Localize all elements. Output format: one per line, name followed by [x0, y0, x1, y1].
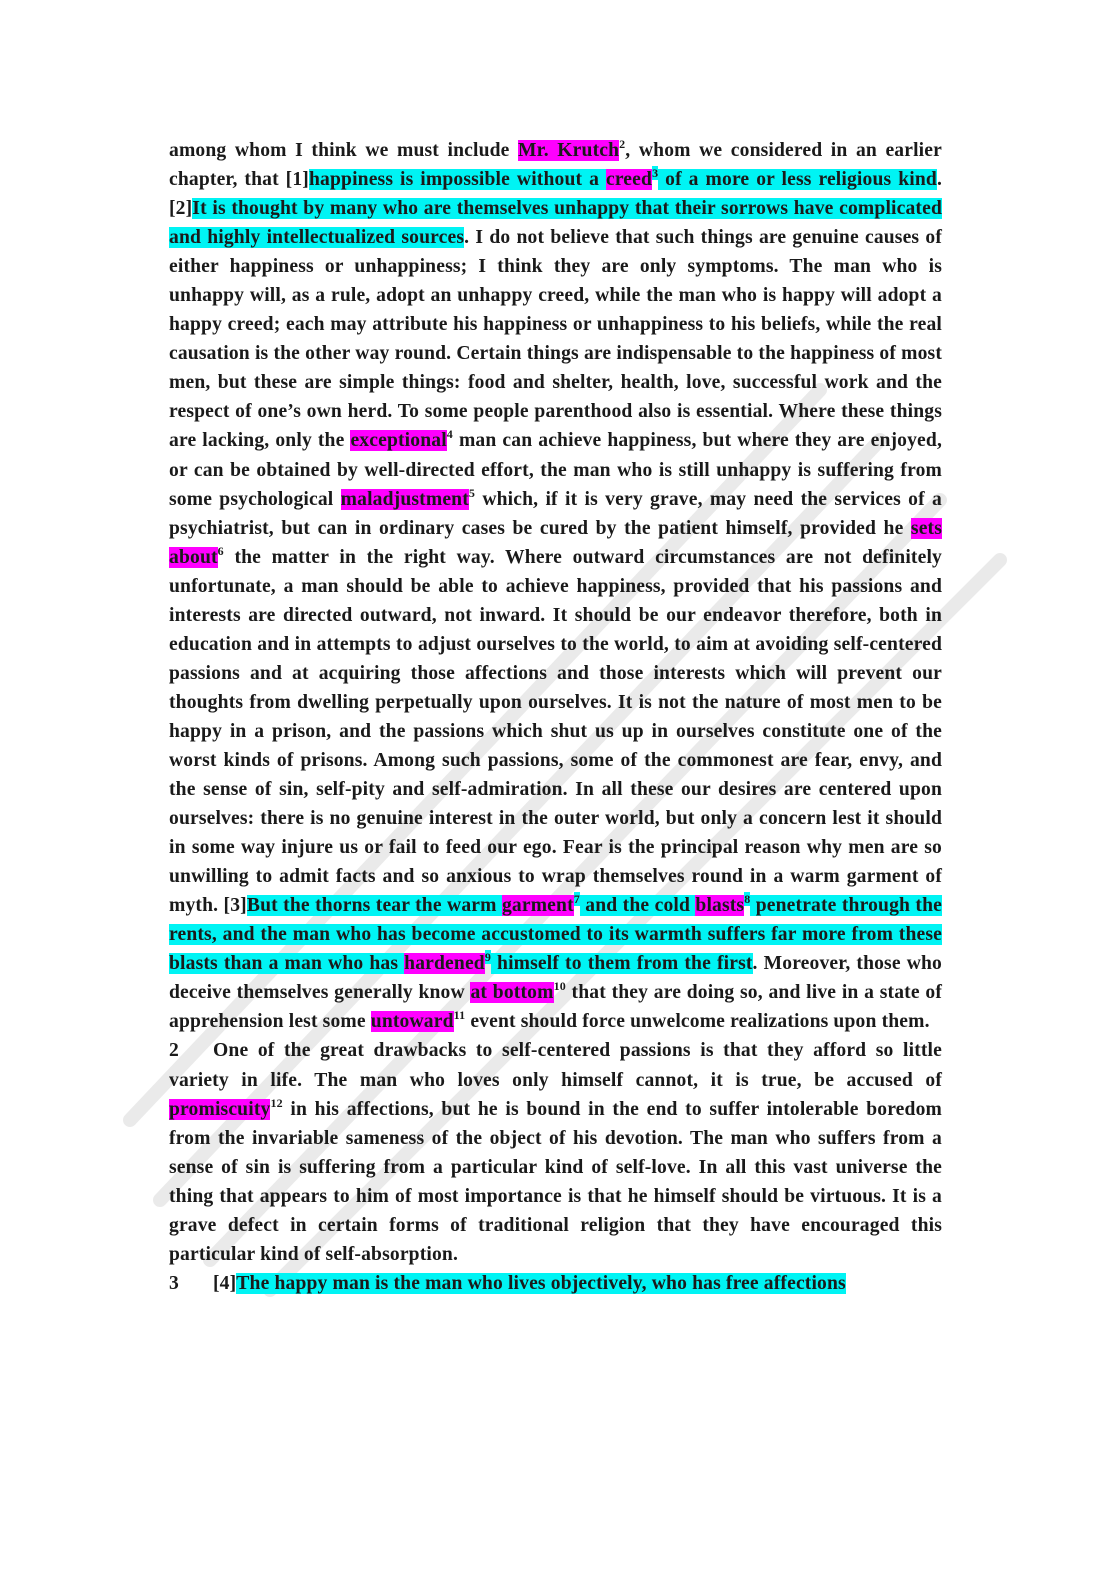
text-run: [4] — [213, 1272, 237, 1294]
vocab-highlight-at-bottom: at bottom — [470, 982, 554, 1004]
vocab-highlight-mr-krutch: Mr. Krutch — [518, 140, 620, 161]
vocab-highlight-hardened: hardened — [404, 953, 485, 975]
paragraph-3 — [169, 1269, 942, 1298]
paragraph-1 — [169, 136, 942, 1036]
text-run: man can achieve happiness, but where they are enjoyed, or can be obtained by well-directed effort, the man who is still unhappy is suffering from some psychological — [169, 430, 942, 510]
text-run: which, if it is very grave, may need the services of a psychiatrist, but can in ordinary cases be cured by the patient himself, provided he — [169, 488, 943, 539]
footnote-ref-6: 6 — [217, 543, 224, 558]
footnote-ref-4: 4 — [446, 427, 453, 442]
footnote-ref-12: 12 — [270, 1095, 283, 1110]
text-run: , whom we considered in an earlier chapter, that [1] — [169, 140, 942, 191]
paragraph-number: 3 — [169, 1272, 179, 1294]
footnote-ref-5: 5 — [468, 485, 476, 500]
vocab-highlight-sets-about: sets about — [169, 517, 942, 568]
sentence-highlight-1a: happiness is impossible without a — [308, 169, 606, 191]
text-run: One of the great drawbacks to self-centered passions is that they afford so little variety in life. The man who loves only himself cannot, it is true, be accused of — [169, 1040, 942, 1091]
text-run: that they are doing so, and live in a state of apprehension lest some — [169, 982, 943, 1033]
text-run: . [2] — [169, 169, 942, 220]
footnote-ref-8: 8 — [744, 892, 751, 907]
paragraph-2 — [169, 1036, 942, 1268]
sentence-highlight-3a: But the thorns tear the warm — [246, 895, 502, 917]
text-run: in his affections, but he is bound in the end to suffer intolerable boredom from the invariable sameness of the object of his devotion. The man who suffers from a sense of sin is suffering from a particular kind of self-love. In all this vast universe the thing that appears to him of most importance is that he himself should be virtuous. It is a grave defect in certain forms of traditional religion that they have encouraged this particular kind of self-absorption. — [169, 1098, 942, 1265]
vocab-highlight-garment: garment — [501, 895, 574, 917]
footnote-ref-7: 7 — [573, 892, 580, 907]
vocab-highlight-promiscuity: promiscuity — [169, 1098, 271, 1120]
text-run: . Moreover, those who deceive themselves generally know — [169, 953, 943, 1004]
sentence-highlight-4: The happy man is the man who lives objectively, who has free affections — [236, 1272, 846, 1294]
sentence-highlight-3b: and the cold — [579, 895, 696, 917]
text-run: the matter in the right way. Where outward circumstances are not definitely unfortunate, a man should be able to achieve happiness, provided that his passions and interests are directed outward, not inward. It should be our endeavor therefore, both in education and in attempts to adjust ourselves to the world, to aim at avoiding self-centered passions and at acquiring those affections and those interests which will prevent our thoughts from dwelling perpetually upon ourselves. It is not the nature of most men to be happy in a prison, and the passions which shut us up in ourselves constitute one of the worst kinds of prisons. Among such passions, some of the commonest are fear, envy, and the sense of sin, self-pity and self-admiration. In all these our desires are centered upon ourselves: there is no genuine interest in the outer world, but only a concern lest it should in some way injure us or fail to feed our ego. Fear is the principal reason why men are so unwilling to admit facts and so anxious to wrap themselves round in a warm garment of myth. [3] — [169, 546, 942, 917]
footnote-ref-2: 2 — [619, 137, 626, 151]
footnote-ref-11: 11 — [453, 1008, 466, 1023]
body-text — [169, 136, 942, 1298]
vocab-highlight-exceptional: exceptional — [350, 430, 447, 452]
vocab-highlight-untoward: untoward — [370, 1011, 454, 1033]
text-run: . I do not believe that such things are genuine causes of either happiness or unhappiness; I think they are only symptoms. The man who is unhappy will, as a rule, adopt an unhappy creed, while the man who is happy will adopt a happy creed; each may attribute his happiness or unhappiness to his beliefs, while the real causation is the other way round. Certain things are indispensable to the happiness of most men, but these are simple things: food and shelter, health, love, successful work and the respect of one’s own herd. To some people parenthood also is essential. Where these things are lacking, only the — [169, 227, 943, 452]
footnote-ref-10: 10 — [553, 979, 566, 994]
text-run: event should force unwelcome realizations upon them. — [465, 1011, 930, 1033]
vocab-highlight-maladjustment: maladjustment — [340, 488, 469, 510]
sentence-highlight-1b: of a more or less religious kind — [658, 169, 937, 191]
vocab-highlight-creed: creed — [605, 169, 653, 191]
sentence-highlight-3d: himself to them from the first — [491, 953, 753, 975]
paragraph-number: 2 — [169, 1040, 179, 1062]
vocab-highlight-blasts: blasts — [695, 895, 745, 917]
sentence-highlight-2: It is thought by many who are themselves unhappy that their sorrows have complicated and highly intellectualized sources — [169, 198, 942, 249]
footnote-ref-3: 3 — [652, 166, 659, 181]
sentence-highlight-3c: penetrate through the rents, and the man who has become accustomed to its warmth suffers far more from these blasts than a man who has — [169, 895, 942, 975]
text-run: among whom I think we must include — [169, 140, 519, 161]
footnote-ref-9: 9 — [484, 950, 491, 965]
